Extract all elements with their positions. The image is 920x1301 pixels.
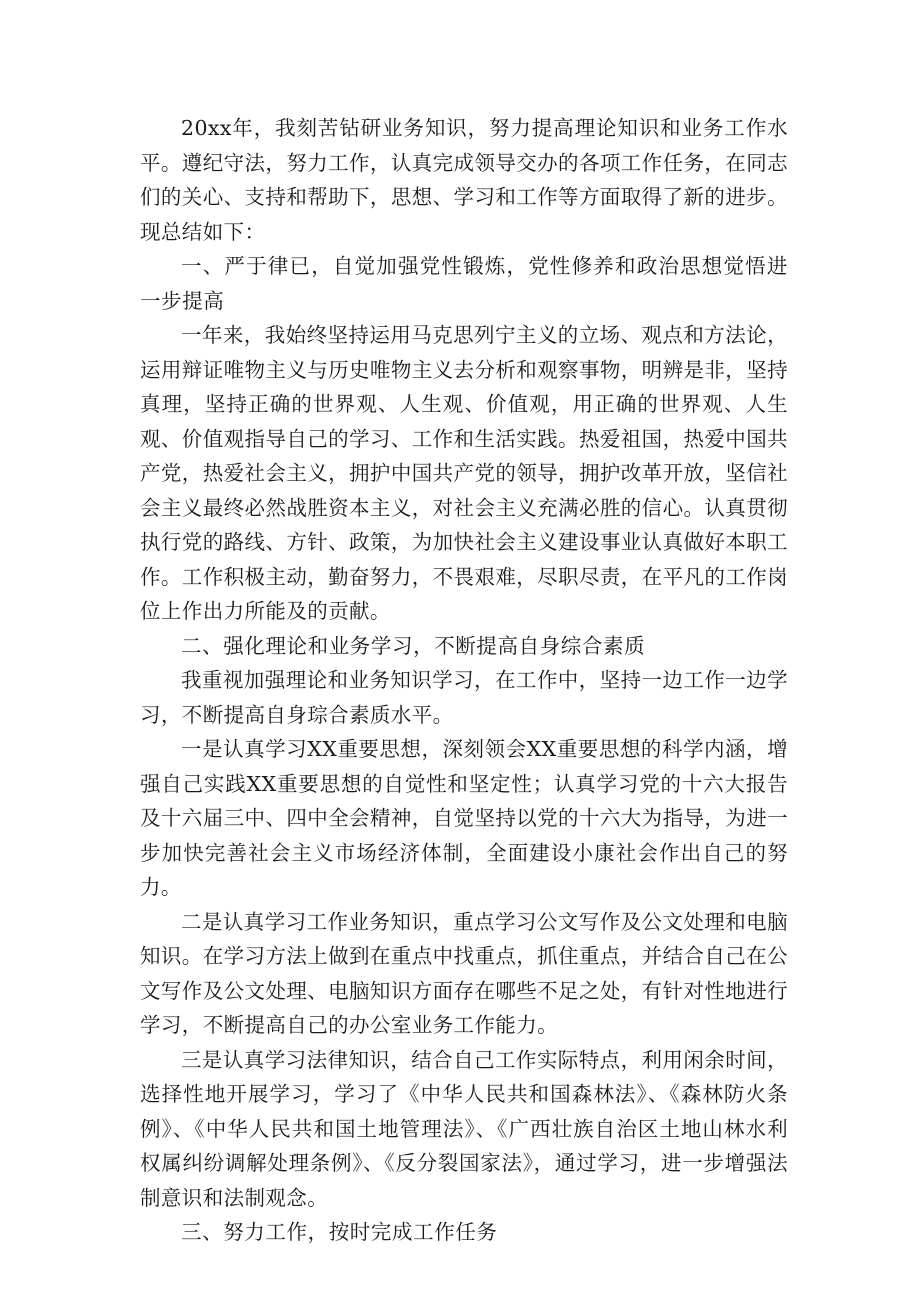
section-2-item-2-paragraph: 二是认真学习工作业务知识，重点学习公文写作及公文处理和电脑知识。在学习方法上做到在重点中找重点，抓住重点，并结合自己在公文写作及公文处理、电脑知识方面存在哪些不足之处，有针对性地进行学习，不断提高自己的办公室业务工作能力。 [140,909,788,1037]
intro-paragraph: 20xx年，我刻苦钻研业务知识，努力提高理论知识和业务工作水平。遵纪守法，努力工作，认真完成领导交办的各项工作任务，在同志们的关心、支持和帮助下，思想、学习和工作等方面取得了新的进步。现总结如下： [140,116,788,244]
section-heading-2: 二、强化理论和业务学习，不断提高自身综合素质 [181,633,646,658]
section-2-intro-paragraph: 我重视加强理论和业务知识学习，在工作中，坚持一边工作一边学习，不断提高自身琮合素质水平。 [140,668,788,727]
section-2-item-1-paragraph: 一是认真学习XX重要思想，深刻领会XX重要思想的科学内涵，增强自己实践XX重要思想的自觉性和坚定性；认真学习党的十六大报告及十六届三中、四中全会精神，自觉坚持以党的十六大为指导，为进一步加快完善社会主义市场经济体制，全面建设小康社会作出自己的努力。 [140,737,788,899]
document-page [140,111,788,1250]
section-heading-3: 三、努力工作，按时完成工作任务 [181,1220,498,1244]
section-1-paragraph: 一年来，我始终坚持运用马克思列宁主义的立场、观点和方法论，运用辩证唯物主义与历史唯物主义去分析和观察事物，明辨是非，坚持真理，坚持正确的世界观、人生观、价值观，用正确的世界观、人生观、价值观指导自己的学习、工作和生活实践。热爱祖国，热爱中国共产党，热爱社会主义，拥护中国共产党的领导，拥护改革开放，坚信社会主义最终必然战胜资本主义，对社会主义充满必胜的信心。认真贯彻执行党的路线、方针、政策，为加快社会主义建设事业认真做好本职工作。工作积极主动，勤奋努力，不畏艰难，尽职尽责，在平凡的工作岗位上作出力所能及的贡献。 [140,323,788,623]
section-2-item-3-paragraph: 三是认真学习法律知识，结合自己工作实际特点，利用闲余时间，选择性地开展学习，学习了《中华人民共和国森林法》、《森林防火条例》、《中华人民共和国土地管理法》、《广西壮族自治区土地山林水利权属纠纷调解处理条例》、《反分裂国家法》，通过学习，进一步增强法制意识和法制观念。 [140,1047,788,1210]
section-heading-1: 一、严于律已，自觉加强党性锻炼，党性修养和政治思想觉悟进一步提高 [140,254,788,313]
